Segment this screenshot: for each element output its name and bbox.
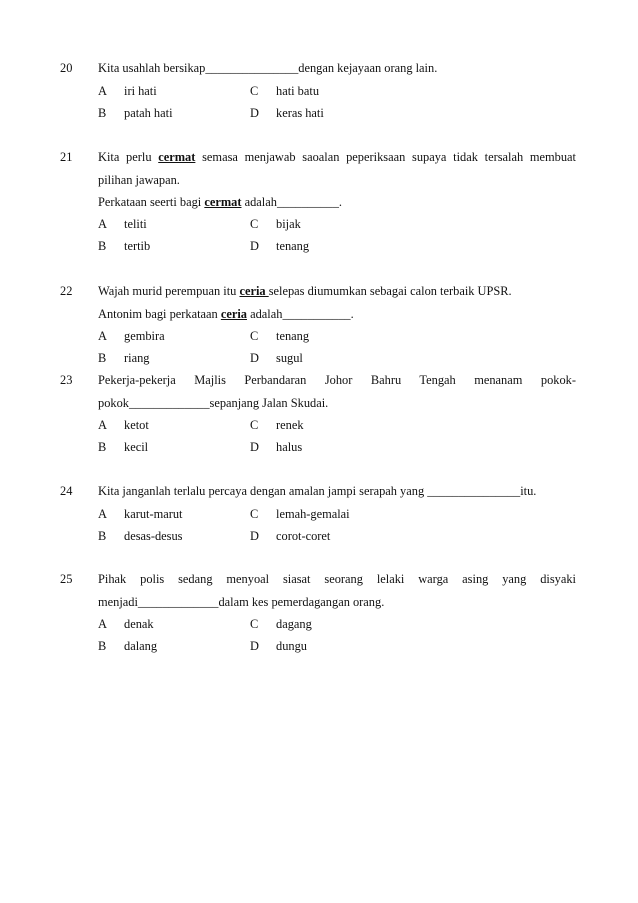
option-d — [250, 639, 307, 654]
question-number: 21 — [60, 150, 73, 164]
option-letter: D — [250, 440, 259, 454]
option-a — [98, 84, 157, 99]
option-text: riang — [124, 351, 150, 365]
option-d — [250, 106, 324, 121]
option-letter: B — [98, 239, 107, 253]
option-b — [98, 239, 150, 254]
option-text: hati batu — [276, 84, 320, 98]
option-text: tenang — [276, 329, 310, 343]
option-b — [98, 106, 173, 121]
option-c — [250, 217, 301, 232]
option-letter: B — [98, 639, 107, 653]
option-a — [98, 507, 183, 522]
question-stem: Kita janganlah terlalu percaya dengan amalan jampi serapah yang _______________itu. — [98, 484, 537, 498]
question-stem-line-2: pilihan jawapan. — [98, 173, 180, 187]
question-number: 20 — [60, 61, 73, 75]
option-text: iri hati — [124, 84, 157, 98]
option-text: halus — [276, 440, 303, 454]
option-a — [98, 329, 165, 344]
answer-blank: _______________ — [427, 484, 521, 498]
keyword: ceria — [220, 307, 247, 321]
option-letter: A — [98, 217, 107, 231]
option-a — [98, 217, 147, 232]
option-text: corot-coret — [276, 529, 331, 543]
option-text: kecil — [124, 440, 149, 454]
option-letter: A — [98, 507, 107, 521]
option-letter: C — [250, 217, 259, 231]
option-b — [98, 529, 183, 544]
question-stem-line-2: pokok_____________sepanjang Jalan Skudai. — [98, 396, 329, 410]
keyword: cermat — [158, 150, 196, 164]
option-text: keras hati — [276, 106, 324, 120]
answer-blank: ___________. — [282, 307, 354, 321]
option-letter: D — [250, 351, 259, 365]
question-number: 22 — [60, 284, 73, 298]
option-text: dagang — [276, 617, 312, 631]
option-letter: C — [250, 507, 259, 521]
question-stem: Wajah murid perempuan itu ceria selepas diumumkan sebagai calon terbaik UPSR. — [98, 284, 512, 298]
option-d — [250, 351, 303, 366]
option-c — [250, 507, 350, 522]
option-d — [250, 529, 330, 544]
option-letter: A — [98, 617, 107, 631]
option-text: sugul — [276, 351, 303, 365]
option-b — [98, 351, 149, 366]
option-d — [250, 239, 309, 254]
option-text: dungu — [276, 639, 307, 653]
option-text: denak — [124, 617, 154, 631]
question-stem: Kita usahlah bersikap_______________dengan kejayaan orang lain. — [98, 61, 438, 75]
option-letter: C — [250, 329, 259, 343]
option-text: gembira — [124, 329, 165, 343]
option-letter: D — [250, 529, 259, 543]
option-letter: D — [250, 639, 259, 653]
option-text: tenang — [276, 239, 310, 253]
question-stem-line-2: menjadi_____________dalam kes pemerdagangan orang. — [98, 595, 385, 609]
answer-blank: _____________ — [128, 396, 210, 410]
question-prompt: Perkataan seerti bagi cermat adalah__________. — [98, 195, 342, 209]
option-c — [250, 418, 304, 433]
option-text: renek — [276, 418, 304, 432]
option-letter: C — [250, 418, 259, 432]
question-number: 25 — [60, 572, 73, 586]
question-stem-line-1: Pihak polis sedang menyoal siasat seorang lelaki warga asing yang disyaki — [98, 572, 576, 586]
option-b — [98, 639, 157, 654]
option-letter: A — [98, 329, 107, 343]
option-text: desas-desus — [124, 529, 183, 543]
option-letter: D — [250, 239, 259, 253]
option-letter: A — [98, 84, 107, 98]
question-stem-line-1: Kita perlu cermat semasa menjawab saoalan peperiksaan supaya tidak tersalah membuat — [98, 150, 576, 164]
option-text: ketot — [124, 418, 149, 432]
option-text: lemah-gemalai — [276, 507, 350, 521]
option-a — [98, 418, 149, 433]
option-letter: D — [250, 106, 259, 120]
option-letter: B — [98, 529, 107, 543]
option-b — [98, 440, 148, 455]
question-number: 24 — [60, 484, 73, 498]
option-c — [250, 617, 312, 632]
option-letter: B — [98, 106, 107, 120]
option-text: bijak — [276, 217, 301, 231]
answer-blank: _______________ — [205, 61, 299, 75]
keyword: cermat — [204, 195, 242, 209]
option-letter: B — [98, 351, 107, 365]
option-letter: A — [98, 418, 107, 432]
keyword: ceria — [239, 284, 269, 298]
answer-blank: _____________ — [137, 595, 219, 609]
option-c — [250, 329, 309, 344]
option-a — [98, 617, 154, 632]
option-letter: B — [98, 440, 107, 454]
option-text: patah hati — [124, 106, 173, 120]
option-letter: C — [250, 84, 259, 98]
question-prompt: Antonim bagi perkataan ceria adalah___________. — [98, 307, 354, 321]
option-text: teliti — [124, 217, 147, 231]
answer-blank: __________. — [276, 195, 342, 209]
option-c — [250, 84, 319, 99]
option-d — [250, 440, 302, 455]
question-stem-line-1: Pekerja-pekerja Majlis Perbandaran Johor Bahru Tengah menanam pokok- — [98, 373, 576, 387]
option-letter: C — [250, 617, 259, 631]
option-text: karut-marut — [124, 507, 183, 521]
option-text: tertib — [124, 239, 151, 253]
option-text: dalang — [124, 639, 158, 653]
question-number: 23 — [60, 373, 73, 387]
